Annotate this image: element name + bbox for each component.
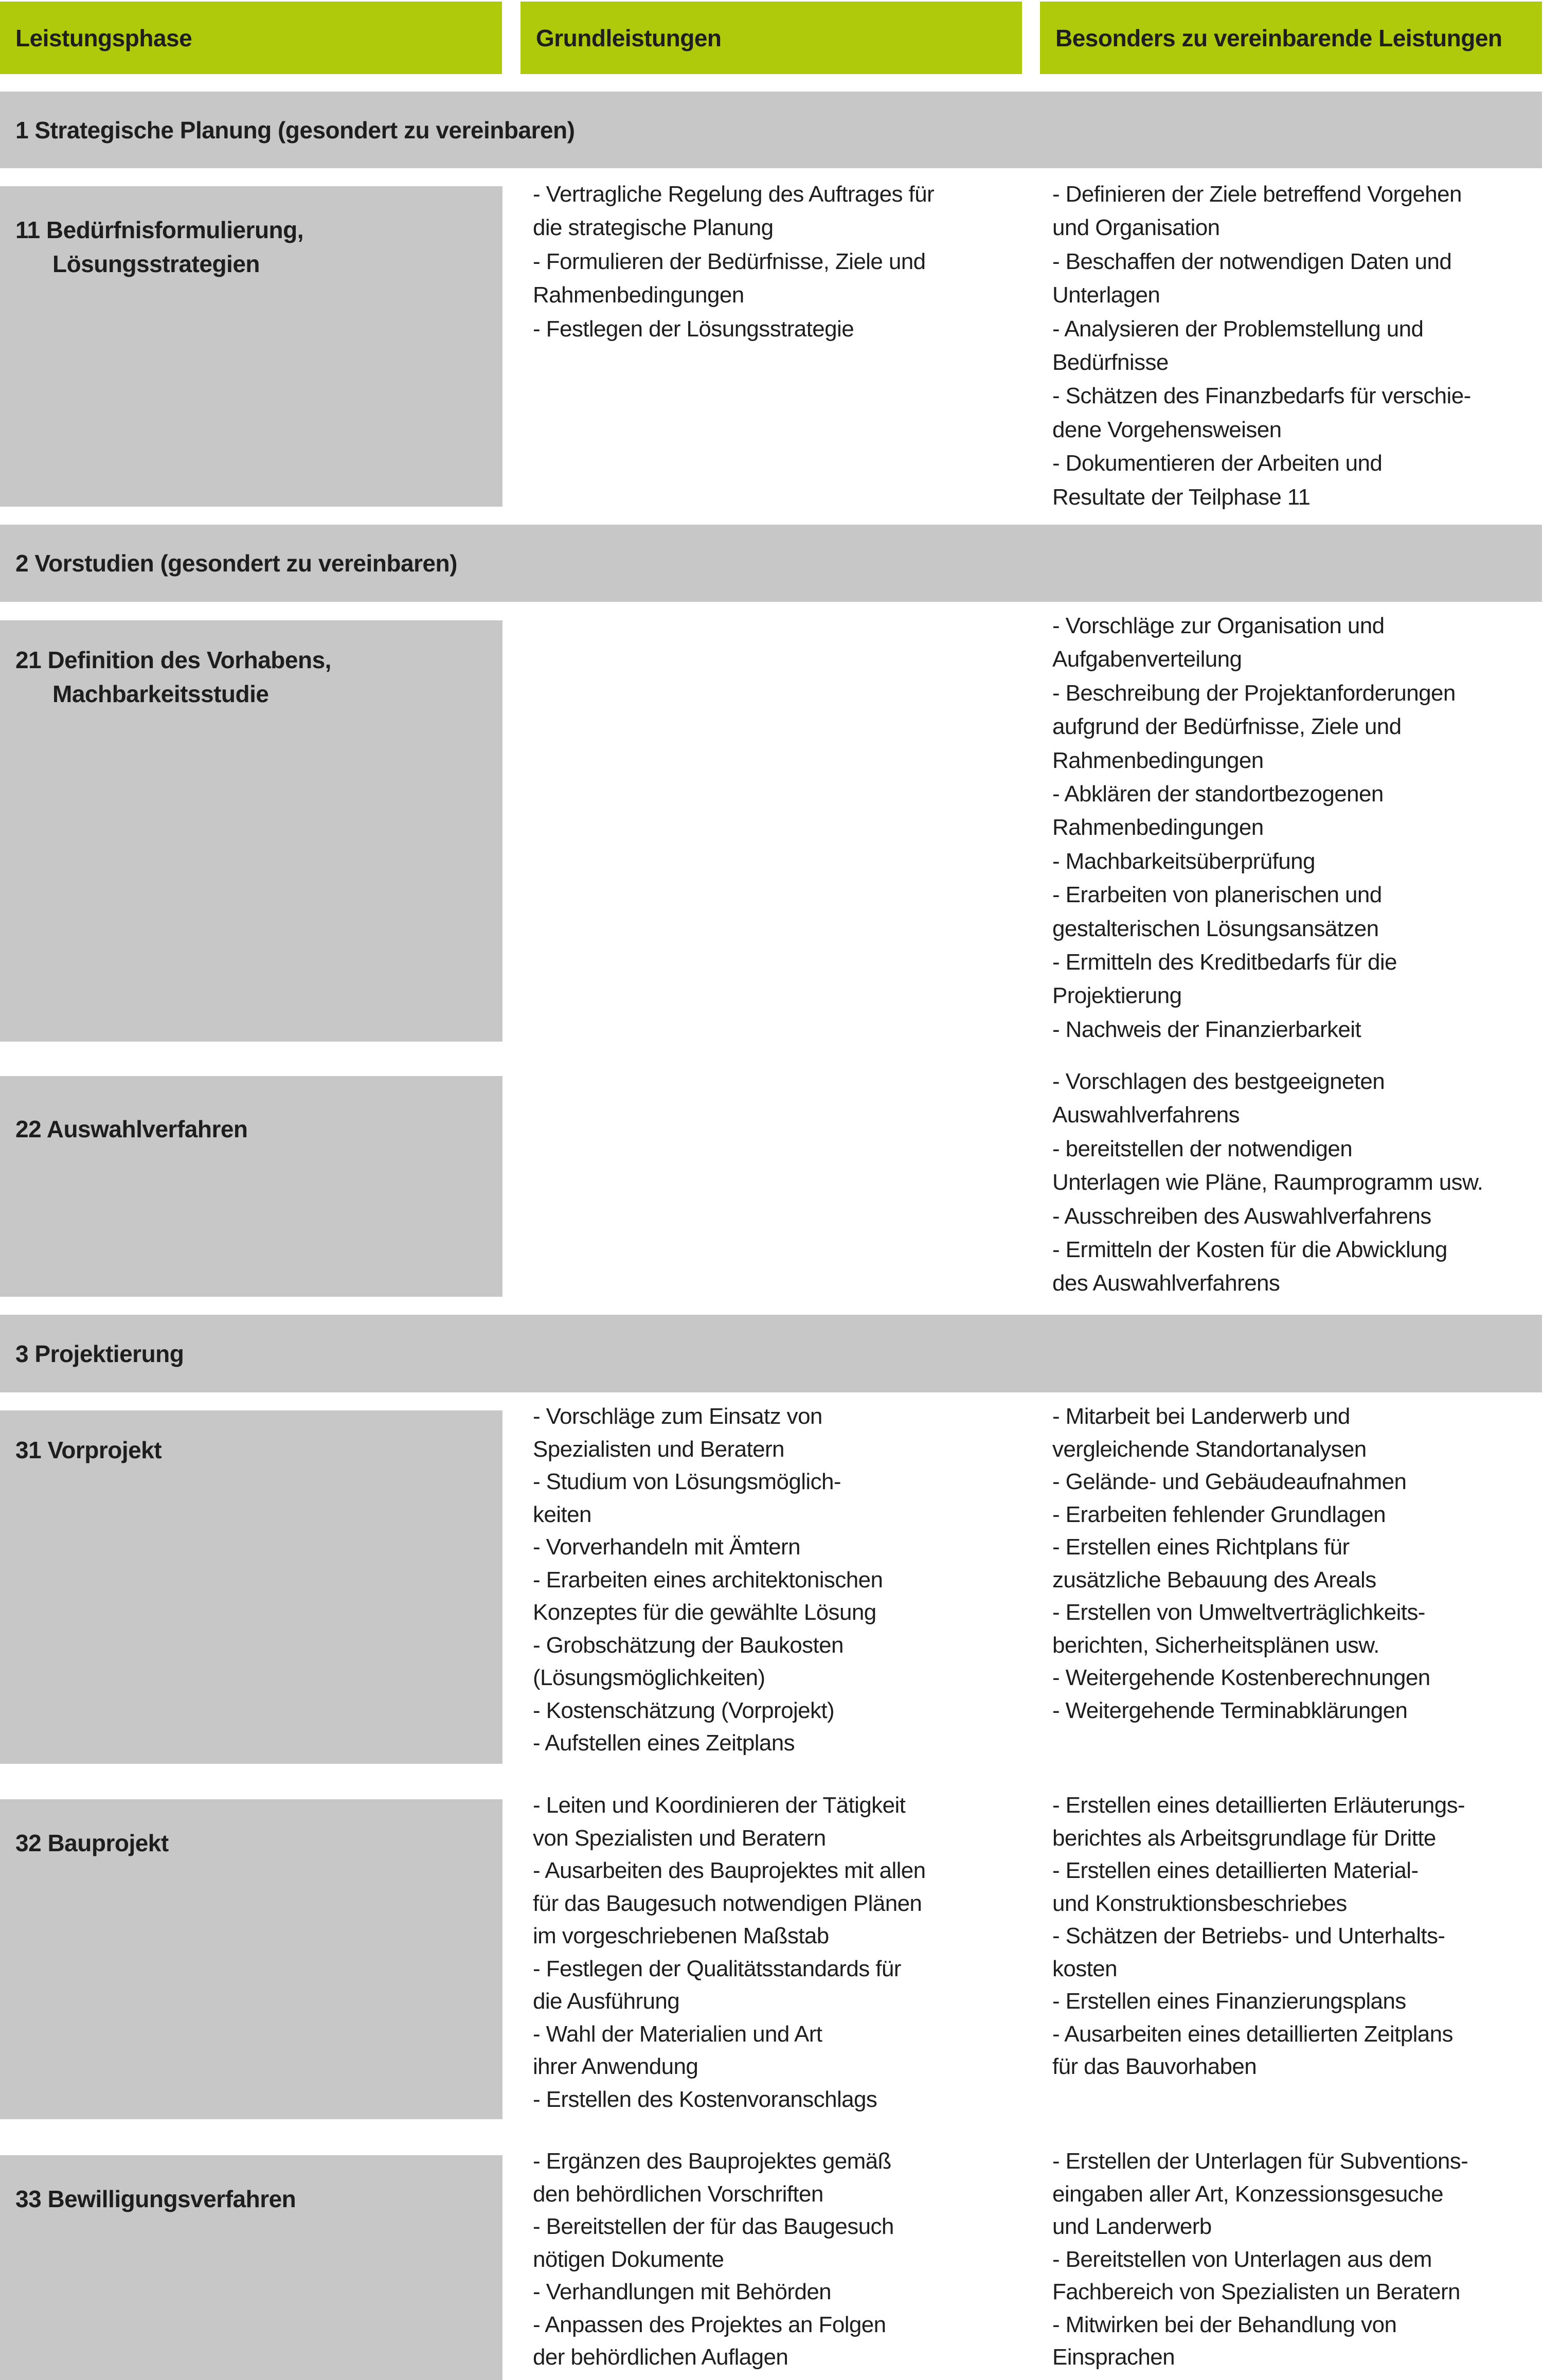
service-line: gestalterischen Lösungsansätzen	[1052, 916, 1379, 941]
service-line: dene Vorgehensweisen	[1052, 417, 1282, 442]
service-line: - Erarbeiten von planerischen und	[1052, 882, 1382, 908]
phase-title-line: 11 Bedürfnisformulierung,	[15, 217, 304, 243]
service-line: - Schätzen des Finanzbedarfs für verschie-	[1052, 383, 1471, 409]
service-line: Rahmenbedingungen	[1052, 747, 1264, 773]
service-line: - Definieren der Ziele betreffend Vorgehen	[1052, 182, 1462, 207]
service-line: - bereitstellen der notwendigen	[1052, 1136, 1353, 1161]
service-line: - Bereitstellen der für das Baugesuch	[533, 2214, 894, 2239]
service-line: - Abklären der standortbezogenen	[1052, 781, 1384, 807]
service-line: der behördlichen Auflagen	[533, 2345, 788, 2370]
service-line: berichtes als Arbeitsgrundlage für Dritte	[1052, 1825, 1436, 1851]
service-line: - Ermitteln der Kosten für die Abwicklung	[1052, 1237, 1447, 1263]
service-line: eingaben aller Art, Konzessionsgesuche	[1052, 2181, 1443, 2207]
service-line: und Landerwerb	[1052, 2214, 1212, 2239]
service-line: - Weitergehende Kostenberechnungen	[1052, 1665, 1430, 1690]
service-line: - Erstellen eines Richtplans für	[1052, 1534, 1350, 1560]
service-line: - Vorschläge zur Organisation und	[1052, 613, 1385, 638]
service-line: - Erstellen der Unterlagen für Subventions-	[1052, 2149, 1468, 2174]
service-line: - Beschreibung der Projektanforderungen	[1052, 680, 1456, 706]
service-line: Projektierung	[1052, 983, 1182, 1009]
service-line: - Wahl der Materialien und Art	[533, 2021, 822, 2047]
header-col-besondere-leistungen: Besonders zu vereinbarende Leistungen	[1040, 2, 1542, 74]
basic-services-list	[533, 1400, 1027, 1760]
service-line: für das Baugesuch notwendigen Plänen	[533, 1890, 922, 1916]
service-line: Unterlagen wie Pläne, Raumprogramm usw.	[1052, 1170, 1483, 1195]
section-heading: 1 Strategische Planung (gesondert zu vereinbaren)	[0, 92, 1542, 168]
service-line: - Vorverhandeln mit Ämtern	[533, 1534, 800, 1560]
service-line: die Ausführung	[533, 1989, 680, 2014]
service-line: - Ergänzen des Bauprojektes gemäß	[533, 2149, 891, 2174]
service-line: - Vorschläge zum Einsatz von	[533, 1404, 822, 1429]
phase-title-box	[0, 1799, 503, 2119]
service-line: - Dokumentieren der Arbeiten und	[1052, 451, 1383, 476]
service-line: - Machbarkeitsüberprüfung	[1052, 848, 1315, 874]
service-line: - Studium von Lösungsmöglich-	[533, 1469, 841, 1494]
basic-services-list	[533, 2145, 1027, 2374]
service-line: - Erarbeiten eines architektonischen	[533, 1567, 883, 1592]
phase-title-line: Lösungsstrategien	[52, 250, 260, 277]
service-line: keiten	[533, 1501, 591, 1527]
service-line: - Festlegen der Qualitätsstandards für	[533, 1956, 901, 1981]
service-line: - Gelände- und Gebäudeaufnahmen	[1052, 1469, 1407, 1494]
special-services-list	[1052, 2145, 1542, 2374]
service-line: berichten, Sicherheitsplänen usw.	[1052, 1632, 1379, 1658]
service-line: nötigen Dokumente	[533, 2246, 724, 2272]
special-services-list	[1052, 609, 1542, 1046]
header-col-leistungsphase: Leistungsphase	[0, 2, 502, 74]
service-line: - Festlegen der Lösungsstrategie	[533, 316, 854, 342]
service-line: - Vorschlagen des bestgeeigneten	[1052, 1069, 1385, 1094]
service-line: für das Bauvorhaben	[1052, 2054, 1257, 2079]
service-line: Fachbereich von Spezialisten un Beratern	[1052, 2279, 1460, 2304]
phase-title-box	[0, 1076, 503, 1297]
service-line: - Mitarbeit bei Landerwerb und	[1052, 1404, 1350, 1429]
service-line: - Schätzen der Betriebs- und Unterhalts-	[1052, 1923, 1445, 1948]
service-line: Konzeptes für die gewählte Lösung	[533, 1600, 876, 1625]
special-services-list	[1052, 1400, 1542, 1727]
service-line: - Aufstellen eines Zeitplans	[533, 1730, 795, 1756]
service-line: Rahmenbedingungen	[1052, 815, 1264, 840]
phase-title-line: 31 Vorprojekt	[15, 1437, 162, 1463]
service-line: ihrer Anwendung	[533, 2054, 698, 2079]
section-heading: 3 Projektierung	[0, 1315, 1542, 1392]
service-line: und Konstruktionsbeschriebes	[1052, 1890, 1347, 1916]
service-line: - Mitwirken bei der Behandlung von	[1052, 2312, 1397, 2337]
service-line: - Erstellen eines detaillierten Material-	[1052, 1858, 1419, 1883]
phase-title-line: 33 Bewilligungsverfahren	[15, 2186, 296, 2212]
service-line: und Organisation	[1052, 215, 1220, 241]
service-line: Unterlagen	[1052, 282, 1160, 308]
service-line: - Ausarbeiten des Bauprojektes mit allen	[533, 1858, 926, 1883]
service-line: die strategische Planung	[533, 215, 774, 241]
service-line: Einsprachen	[1052, 2345, 1175, 2370]
phase-title-box	[0, 620, 503, 1042]
service-line: von Spezialisten und Beratern	[533, 1825, 826, 1851]
service-line: - Beschaffen der notwendigen Daten und	[1052, 248, 1452, 274]
phase-title-line: 21 Definition des Vorhabens,	[15, 647, 331, 673]
service-line: - Ausschreiben des Auswahlverfahrens	[1052, 1203, 1431, 1229]
service-line: - Erstellen des Kostenvoranschlags	[533, 2086, 877, 2112]
service-line: Rahmenbedingungen	[533, 282, 744, 308]
service-line: - Grobschätzung der Baukosten	[533, 1632, 844, 1658]
service-line: Resultate der Teilphase 11	[1052, 484, 1311, 510]
phase-title-line: Machbarkeitsstudie	[52, 681, 269, 707]
phase-title-line: 32 Bauprojekt	[15, 1830, 169, 1856]
service-line: kosten	[1052, 1956, 1118, 1981]
special-services-list	[1052, 177, 1542, 514]
service-line: - Erstellen eines Finanzierungsplans	[1052, 1989, 1406, 2014]
service-line: - Nachweis der Finanzierbarkeit	[1052, 1016, 1361, 1042]
service-line: - Erarbeiten fehlender Grundlagen	[1052, 1501, 1386, 1527]
special-services-list	[1052, 1065, 1542, 1300]
basic-services-list	[533, 177, 1027, 346]
phase-title-box	[0, 186, 503, 507]
service-line: - Weitergehende Terminabklärungen	[1052, 1697, 1408, 1723]
service-line: - Kostenschätzung (Vorprojekt)	[533, 1697, 835, 1723]
service-line: - Leiten und Koordinieren der Tätigkeit	[533, 1793, 906, 1818]
service-line: - Verhandlungen mit Behörden	[533, 2279, 832, 2304]
service-line: des Auswahlverfahrens	[1052, 1270, 1280, 1296]
service-line: - Formulieren der Bedürfnisse, Ziele und	[533, 248, 926, 274]
service-line: - Anpassen des Projektes an Folgen	[533, 2312, 886, 2337]
service-line: Spezialisten und Beratern	[533, 1436, 784, 1462]
section-heading: 2 Vorstudien (gesondert zu vereinbaren)	[0, 525, 1542, 602]
phase-title-line: 22 Auswahlverfahren	[15, 1116, 248, 1142]
header-col-grundleistungen: Grundleistungen	[521, 2, 1022, 74]
service-line: vergleichende Standortanalysen	[1052, 1436, 1367, 1462]
service-line: - Analysieren der Problemstellung und	[1052, 316, 1424, 342]
phase-title-box	[0, 1410, 503, 1764]
service-line: im vorgeschriebenen Maßstab	[533, 1923, 829, 1948]
service-line: - Bereitstellen von Unterlagen aus dem	[1052, 2246, 1432, 2272]
special-services-list	[1052, 1789, 1542, 2083]
service-line: den behördlichen Vorschriften	[533, 2181, 823, 2207]
service-line: - Ermitteln des Kreditbedarfs für die	[1052, 950, 1397, 975]
service-line: Aufgabenverteilung	[1052, 647, 1242, 672]
service-line: zusätzliche Bebauung des Areals	[1052, 1567, 1376, 1592]
service-line: (Lösungsmöglichkeiten)	[533, 1665, 765, 1690]
service-line: - Erstellen von Umweltverträglichkeits-	[1052, 1600, 1425, 1625]
phase-title-box	[0, 2155, 503, 2380]
service-line: Bedürfnisse	[1052, 350, 1169, 375]
service-line: Auswahlverfahrens	[1052, 1102, 1240, 1128]
service-line: - Ausarbeiten eines detaillierten Zeitplans	[1052, 2021, 1453, 2047]
basic-services-list	[533, 1789, 1027, 2116]
service-line: - Vertragliche Regelung des Auftrages für	[533, 182, 935, 207]
service-line: - Erstellen eines detaillierten Erläuterungs-	[1052, 1793, 1465, 1818]
service-line: aufgrund der Bedürfnisse, Ziele und	[1052, 714, 1402, 740]
